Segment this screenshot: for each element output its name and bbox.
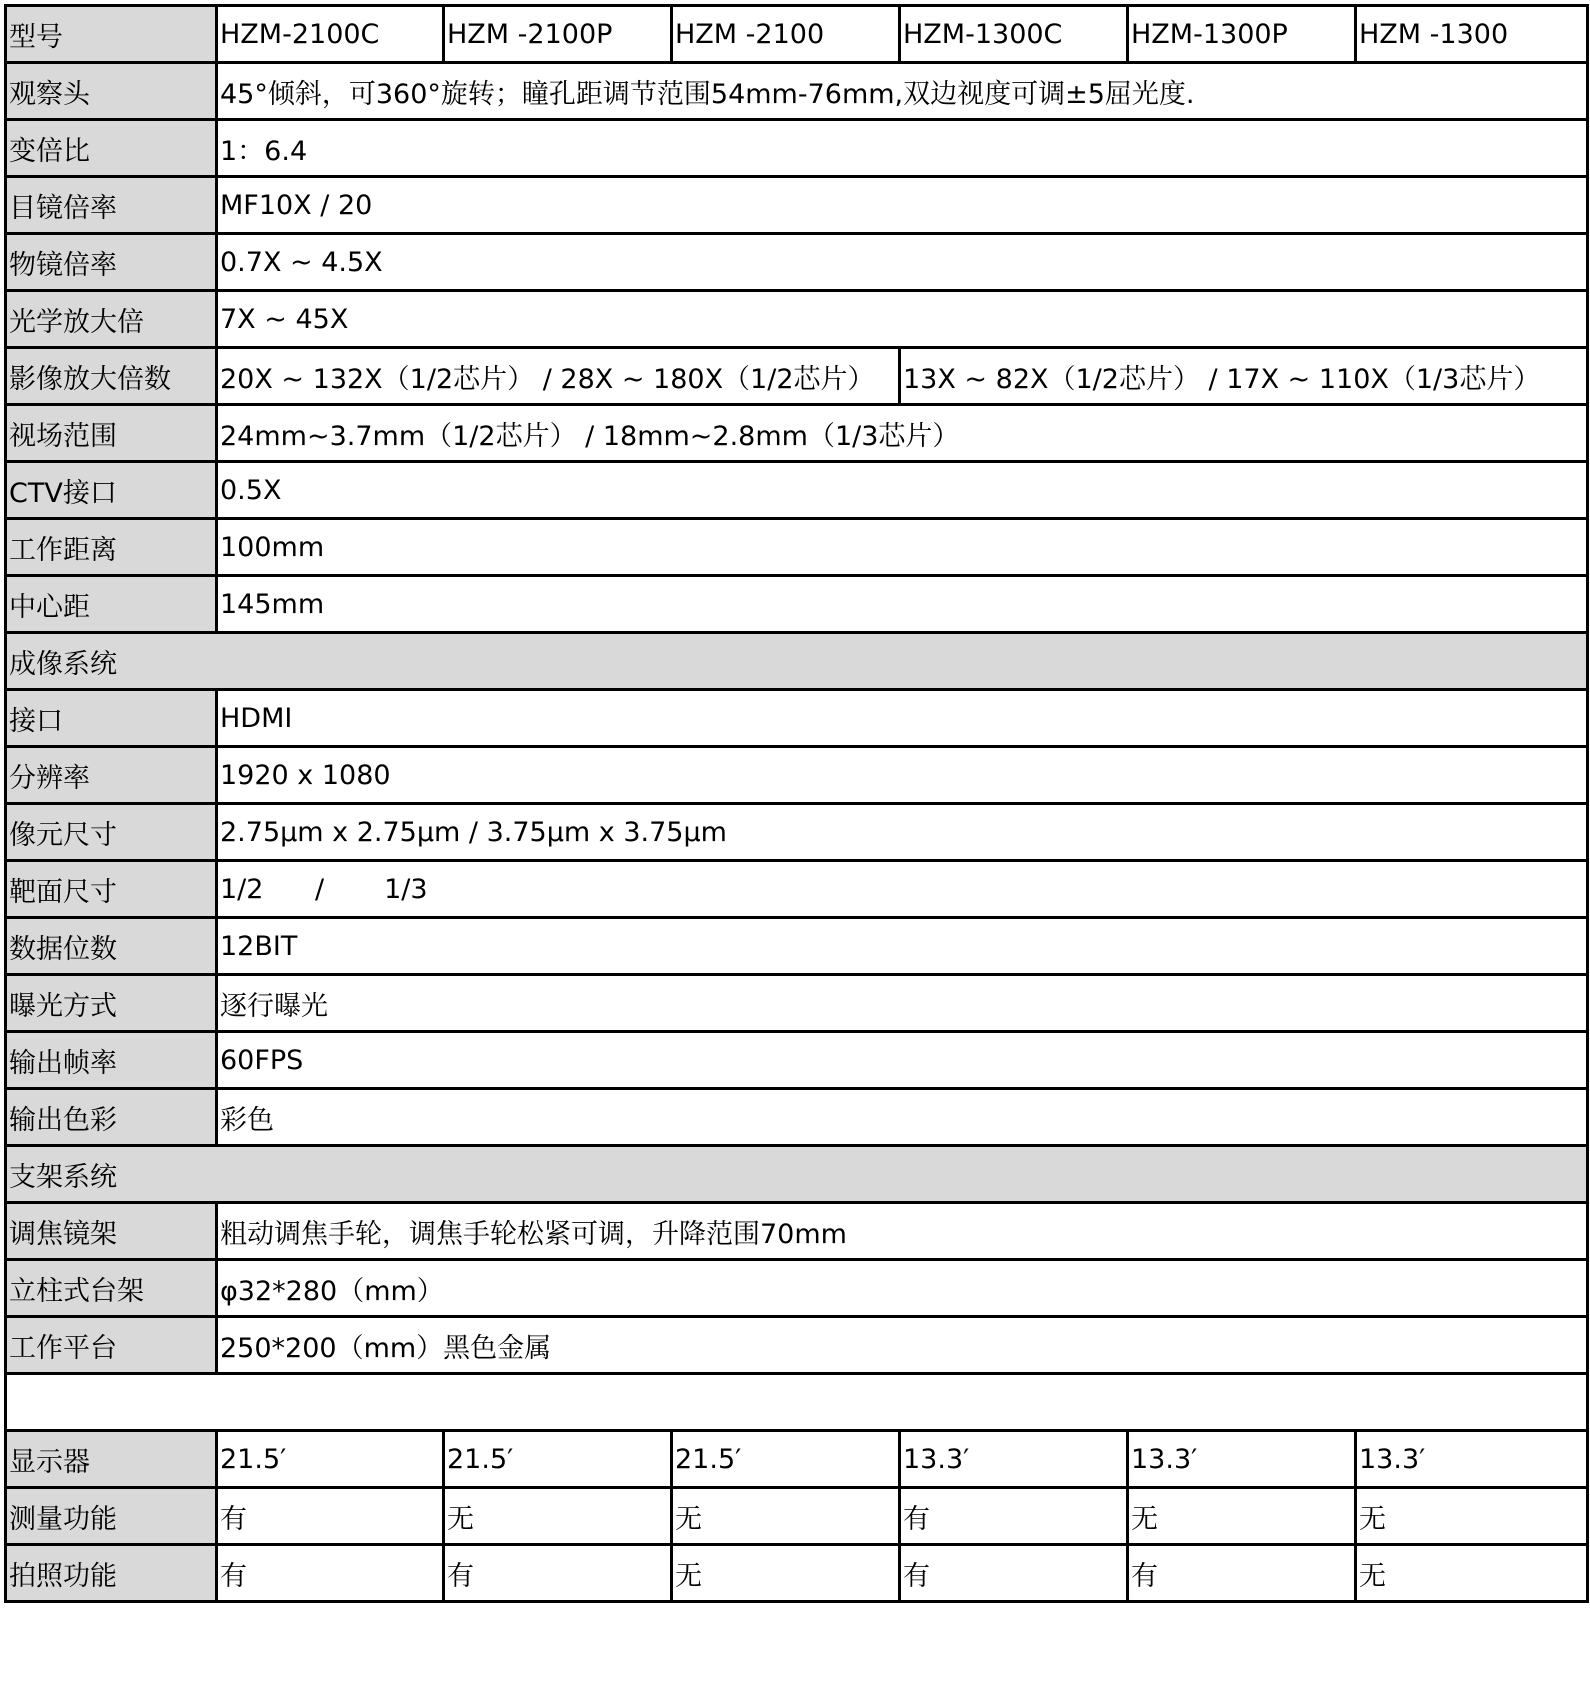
spec-row [6, 975, 1588, 1032]
spec-row [6, 1089, 1588, 1146]
spec-label: 测量功能 [6, 1488, 217, 1545]
spec-row [6, 177, 1588, 234]
spec-label: 靶面尺寸 [6, 861, 217, 918]
section-header-row [6, 1146, 1588, 1203]
spec-value: 1/2 / 1/3 [217, 861, 1588, 918]
spec-value: 1：6.4 [217, 120, 1588, 177]
spec-value: MF10X / 20 [217, 177, 1588, 234]
spec-value: 彩色 [217, 1089, 1588, 1146]
spec-row [6, 291, 1588, 348]
comparison-cell: 有 [444, 1545, 672, 1602]
comparison-cell: 21.5′ [217, 1431, 444, 1488]
spec-row [6, 861, 1588, 918]
spec-label: 光学放大倍 [6, 291, 217, 348]
spec-value: 逐行曝光 [217, 975, 1588, 1032]
spec-value: 2.75μm x 2.75μm / 3.75μm x 3.75μm [217, 804, 1588, 861]
spec-value-2100: 20X ~ 132X（1/2芯片） / 28X ~ 180X（1/2芯片） [217, 348, 900, 405]
spec-label: 输出帧率 [6, 1032, 217, 1089]
comparison-cell: 无 [672, 1488, 900, 1545]
spec-label: 数据位数 [6, 918, 217, 975]
spec-value: 250*200（mm）黑色金属 [217, 1317, 1588, 1374]
section-header-row [6, 633, 1588, 690]
spec-value-1300: 13X ~ 82X（1/2芯片） / 17X ~ 110X（1/3芯片） [900, 348, 1588, 405]
spec-label: 显示器 [6, 1431, 217, 1488]
spec-label: 立柱式台架 [6, 1260, 217, 1317]
spec-value: 45°倾斜，可360°旋转；瞳孔距调节范围54mm-76mm,双边视度可调±5屈光度. [217, 63, 1588, 120]
spec-label: 拍照功能 [6, 1545, 217, 1602]
spec-value: 7X ~ 45X [217, 291, 1588, 348]
spec-label: 影像放大倍数 [6, 348, 217, 405]
spec-label: 接口 [6, 690, 217, 747]
comparison-row [6, 1488, 1588, 1545]
spec-row [6, 918, 1588, 975]
comparison-cell: 有 [217, 1545, 444, 1602]
spec-row [6, 120, 1588, 177]
spec-value: 145mm [217, 576, 1588, 633]
spec-label: 观察头 [6, 63, 217, 120]
spec-row [6, 462, 1588, 519]
comparison-cell: 有 [217, 1488, 444, 1545]
comparison-cell: 有 [900, 1488, 1128, 1545]
spec-row [6, 1203, 1588, 1260]
model-label: 型号 [6, 6, 217, 63]
spec-value: 24mm~3.7mm（1/2芯片） / 18mm~2.8mm（1/3芯片） [217, 405, 1588, 462]
spec-label: 曝光方式 [6, 975, 217, 1032]
comparison-cell: 无 [1356, 1545, 1588, 1602]
spec-value: 60FPS [217, 1032, 1588, 1089]
spec-label: 调焦镜架 [6, 1203, 217, 1260]
spec-label: 输出色彩 [6, 1089, 217, 1146]
spec-label: 目镜倍率 [6, 177, 217, 234]
spec-row [6, 234, 1588, 291]
model-cell: HZM-2100C [217, 6, 444, 63]
section-title-imaging: 成像系统 [6, 633, 1588, 690]
spec-value: 12BIT [217, 918, 1588, 975]
spec-row [6, 576, 1588, 633]
comparison-cell: 无 [672, 1545, 900, 1602]
spec-value: 100mm [217, 519, 1588, 576]
comparison-cell: 21.5′ [672, 1431, 900, 1488]
spec-label: 分辨率 [6, 747, 217, 804]
spec-label: 工作距离 [6, 519, 217, 576]
spec-label: 视场范围 [6, 405, 217, 462]
spec-table [4, 4, 1589, 1603]
spec-value: 粗动调焦手轮，调焦手轮松紧可调，升降范围70mm [217, 1203, 1588, 1260]
blank-row [6, 1374, 1588, 1431]
comparison-cell: 13.3′ [1356, 1431, 1588, 1488]
model-cell: HZM -2100 [672, 6, 900, 63]
section-title-stand: 支架系统 [6, 1146, 1588, 1203]
spec-value: φ32*280（mm） [217, 1260, 1588, 1317]
comparison-row [6, 1431, 1588, 1488]
comparison-cell: 有 [1128, 1545, 1356, 1602]
spec-value: 0.7X ~ 4.5X [217, 234, 1588, 291]
model-cell: HZM -2100P [444, 6, 672, 63]
spec-row [6, 804, 1588, 861]
spec-row [6, 1317, 1588, 1374]
comparison-cell: 13.3′ [900, 1431, 1128, 1488]
spec-value: 1920 x 1080 [217, 747, 1588, 804]
comparison-cell: 无 [1356, 1488, 1588, 1545]
comparison-cell: 无 [444, 1488, 672, 1545]
comparison-cell: 无 [1128, 1488, 1356, 1545]
spec-label: 物镜倍率 [6, 234, 217, 291]
spec-value: 0.5X [217, 462, 1588, 519]
spec-row [6, 405, 1588, 462]
spec-label: 工作平台 [6, 1317, 217, 1374]
spec-row [6, 690, 1588, 747]
spec-row [6, 1032, 1588, 1089]
model-row [6, 6, 1588, 63]
comparison-cell: 13.3′ [1128, 1431, 1356, 1488]
spec-row [6, 747, 1588, 804]
spec-row [6, 63, 1588, 120]
spec-row [6, 348, 1588, 405]
spec-row [6, 519, 1588, 576]
spec-label: 像元尺寸 [6, 804, 217, 861]
comparison-row [6, 1545, 1588, 1602]
spec-row [6, 1260, 1588, 1317]
spec-label: 变倍比 [6, 120, 217, 177]
spec-label: CTV接口 [6, 462, 217, 519]
spec-label: 中心距 [6, 576, 217, 633]
spec-value: HDMI [217, 690, 1588, 747]
comparison-cell: 21.5′ [444, 1431, 672, 1488]
comparison-cell: 有 [900, 1545, 1128, 1602]
model-cell: HZM -1300 [1356, 6, 1588, 63]
blank-cell [6, 1374, 1588, 1431]
model-cell: HZM-1300C [900, 6, 1128, 63]
model-cell: HZM-1300P [1128, 6, 1356, 63]
